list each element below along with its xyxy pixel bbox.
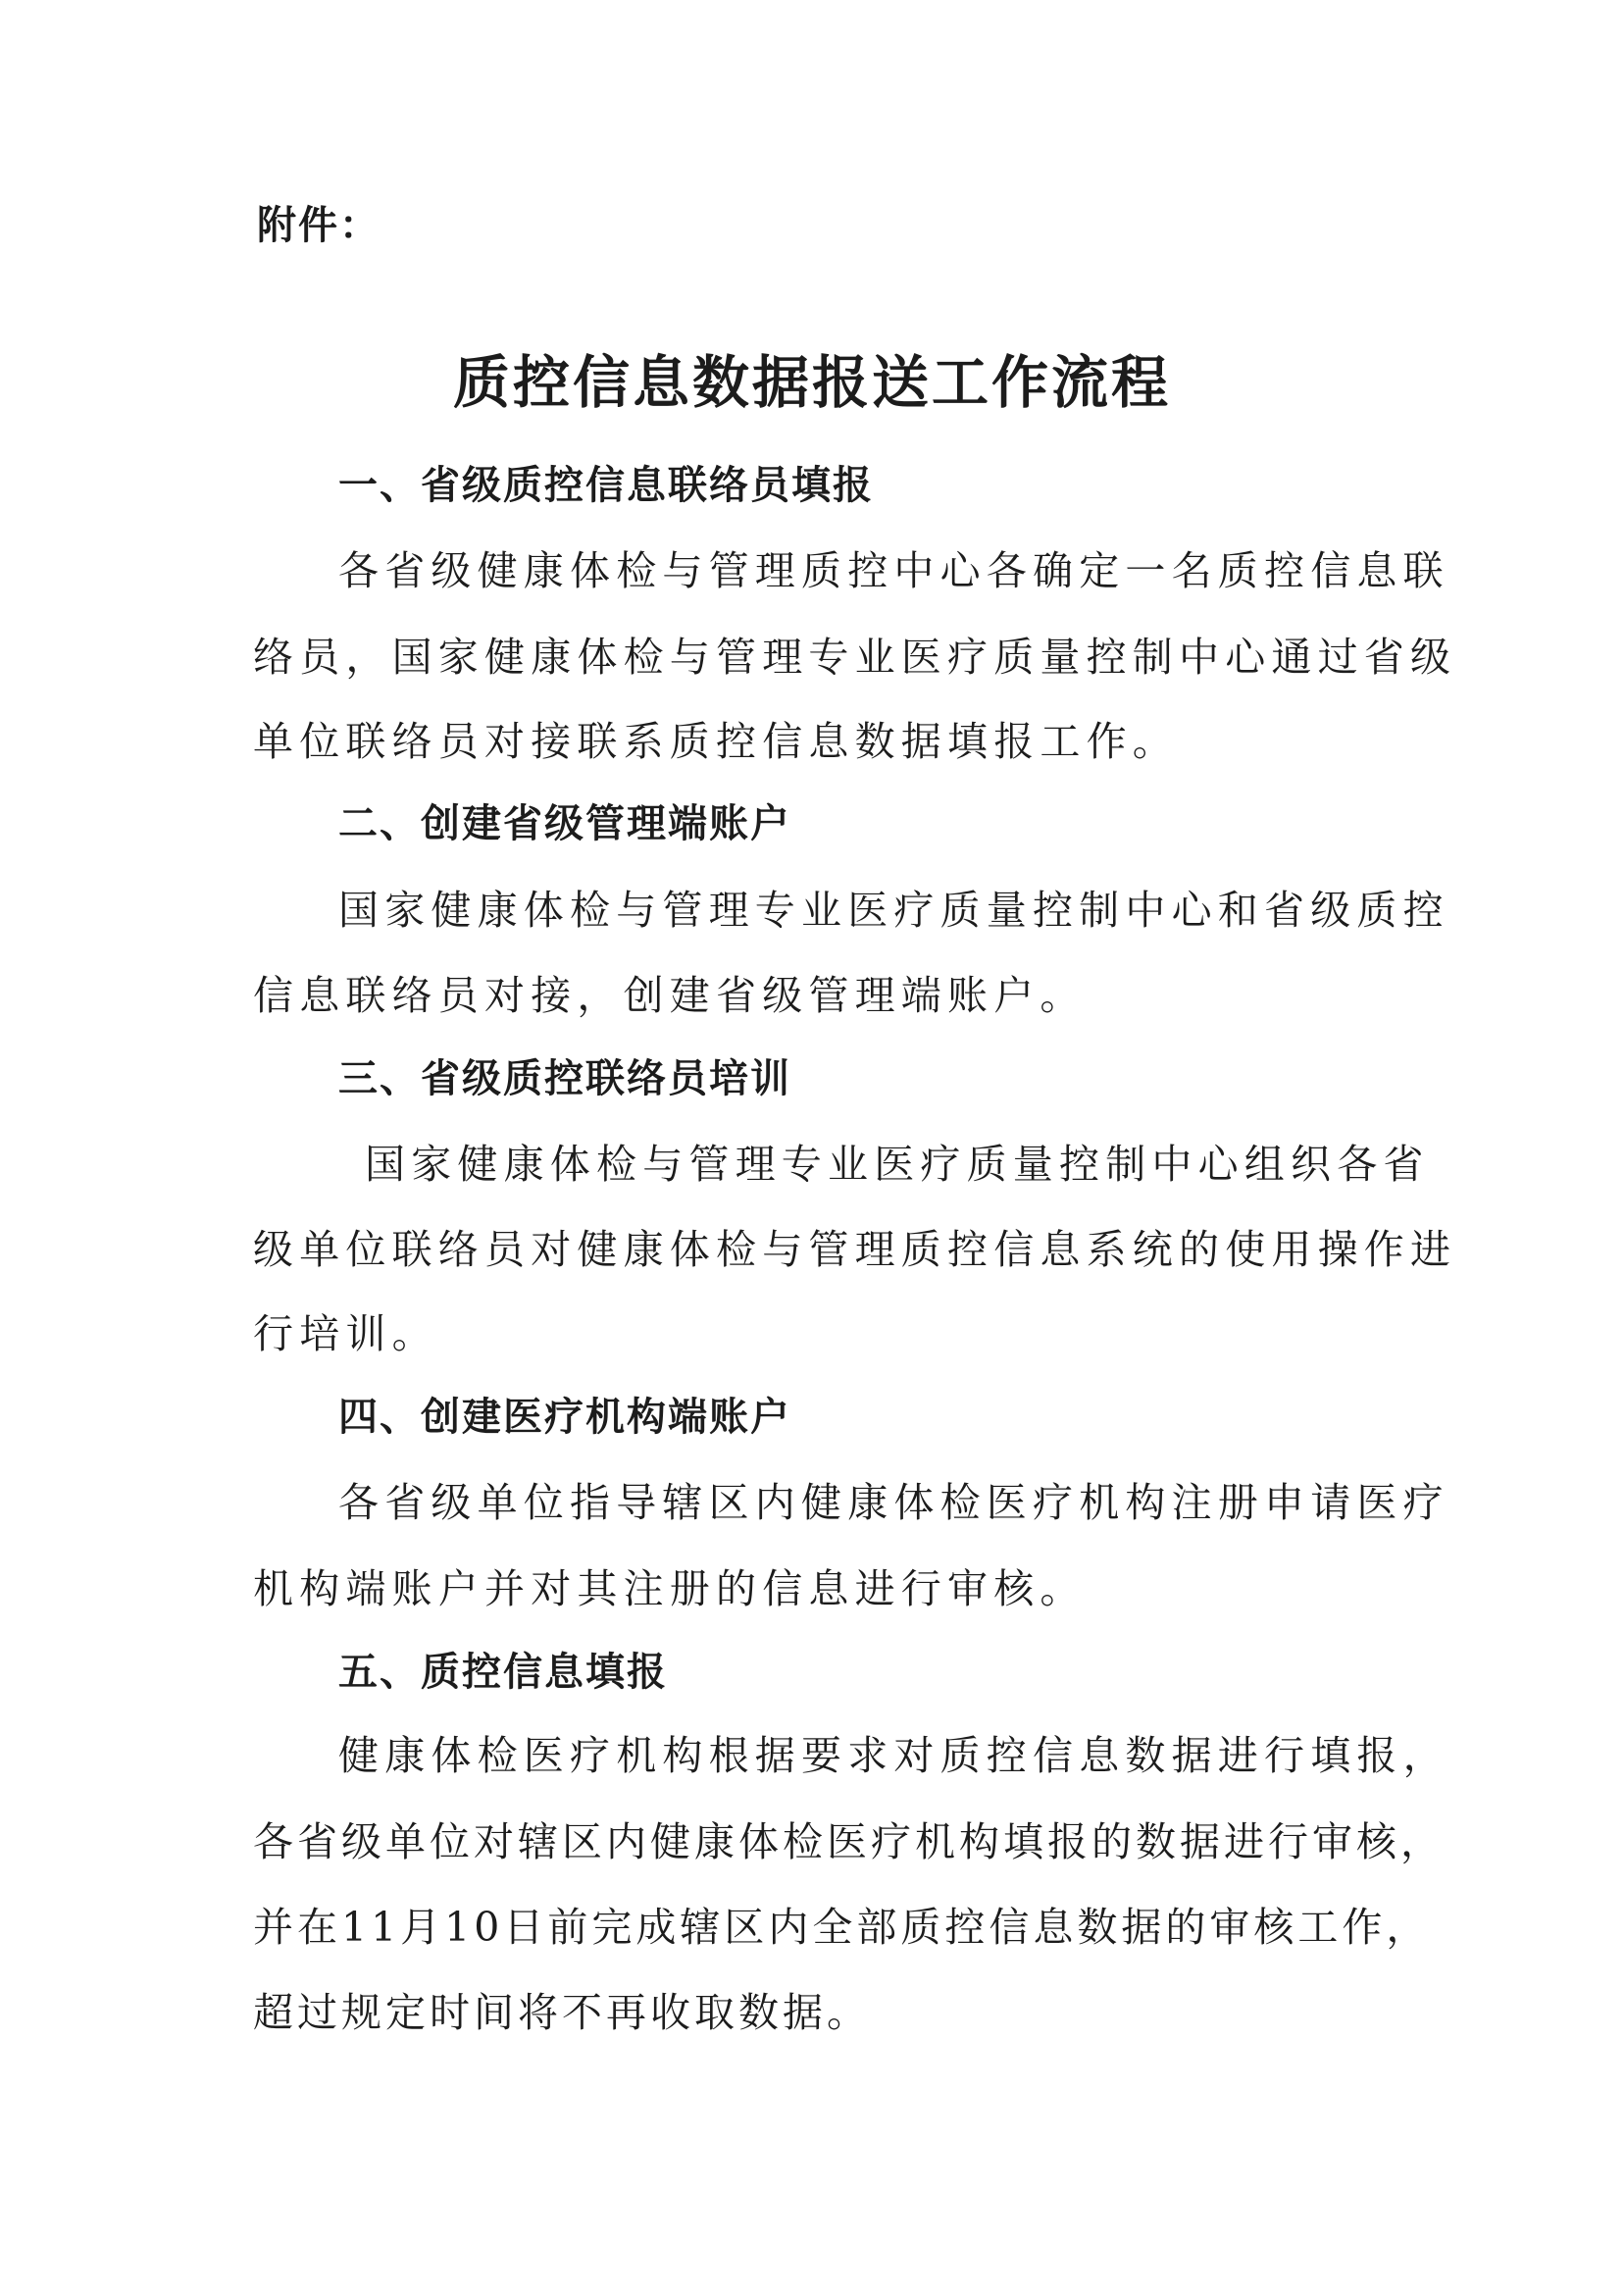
section-1-heading: 一、省级质控信息联络员填报 <box>338 463 874 508</box>
section-1-line-2: 络员，国家健康体检与管理专业医疗质量控制中心通过省级 <box>253 634 1457 681</box>
section-5-line-4: 超过规定时间将不再收取数据。 <box>253 1989 871 2036</box>
section-5-line-2: 各省级单位对辖区内健康体检医疗机构填报的数据进行审核， <box>253 1818 1445 1865</box>
section-5-heading: 五、质控信息填报 <box>338 1650 668 1695</box>
section-2-line-1: 国家健康体检与管理专业医疗质量控制中心和省级质控 <box>338 887 1449 934</box>
section-2-heading: 二、创建省级管理端账户 <box>338 801 791 846</box>
section-1-line-1: 各省级健康体检与管理质控中心各确定一名质控信息联 <box>338 547 1449 594</box>
section-1-line-3: 单位联络员对接联系质控信息数据填报工作。 <box>253 718 1179 765</box>
attachment-label: 附件： <box>257 203 381 248</box>
section-2-line-2: 信息联络员对接，创建省级管理端账户。 <box>253 972 1087 1019</box>
section-3-line-2: 级单位联络员对健康体检与管理质控信息系统的使用操作进 <box>253 1226 1457 1273</box>
document-title: 质控信息数据报送工作流程 <box>452 349 1171 416</box>
section-3-line-3: 行培训。 <box>253 1310 438 1357</box>
section-5-line-3: 并在11月10日前完成辖区内全部质控信息数据的审核工作， <box>253 1904 1431 1951</box>
section-4-line-1: 各省级单位指导辖区内健康体检医疗机构注册申请医疗 <box>338 1479 1449 1526</box>
section-3-heading: 三、省级质控联络员培训 <box>338 1056 791 1101</box>
section-4-heading: 四、创建医疗机构端账户 <box>338 1395 791 1440</box>
section-5-line-1: 健康体检医疗机构根据要求对质控信息数据进行填报， <box>338 1732 1449 1779</box>
section-4-line-2: 机构端账户并对其注册的信息进行审核。 <box>253 1565 1087 1612</box>
section-3-line-1: 国家健康体检与管理专业医疗质量控制中心组织各省 <box>365 1141 1430 1188</box>
